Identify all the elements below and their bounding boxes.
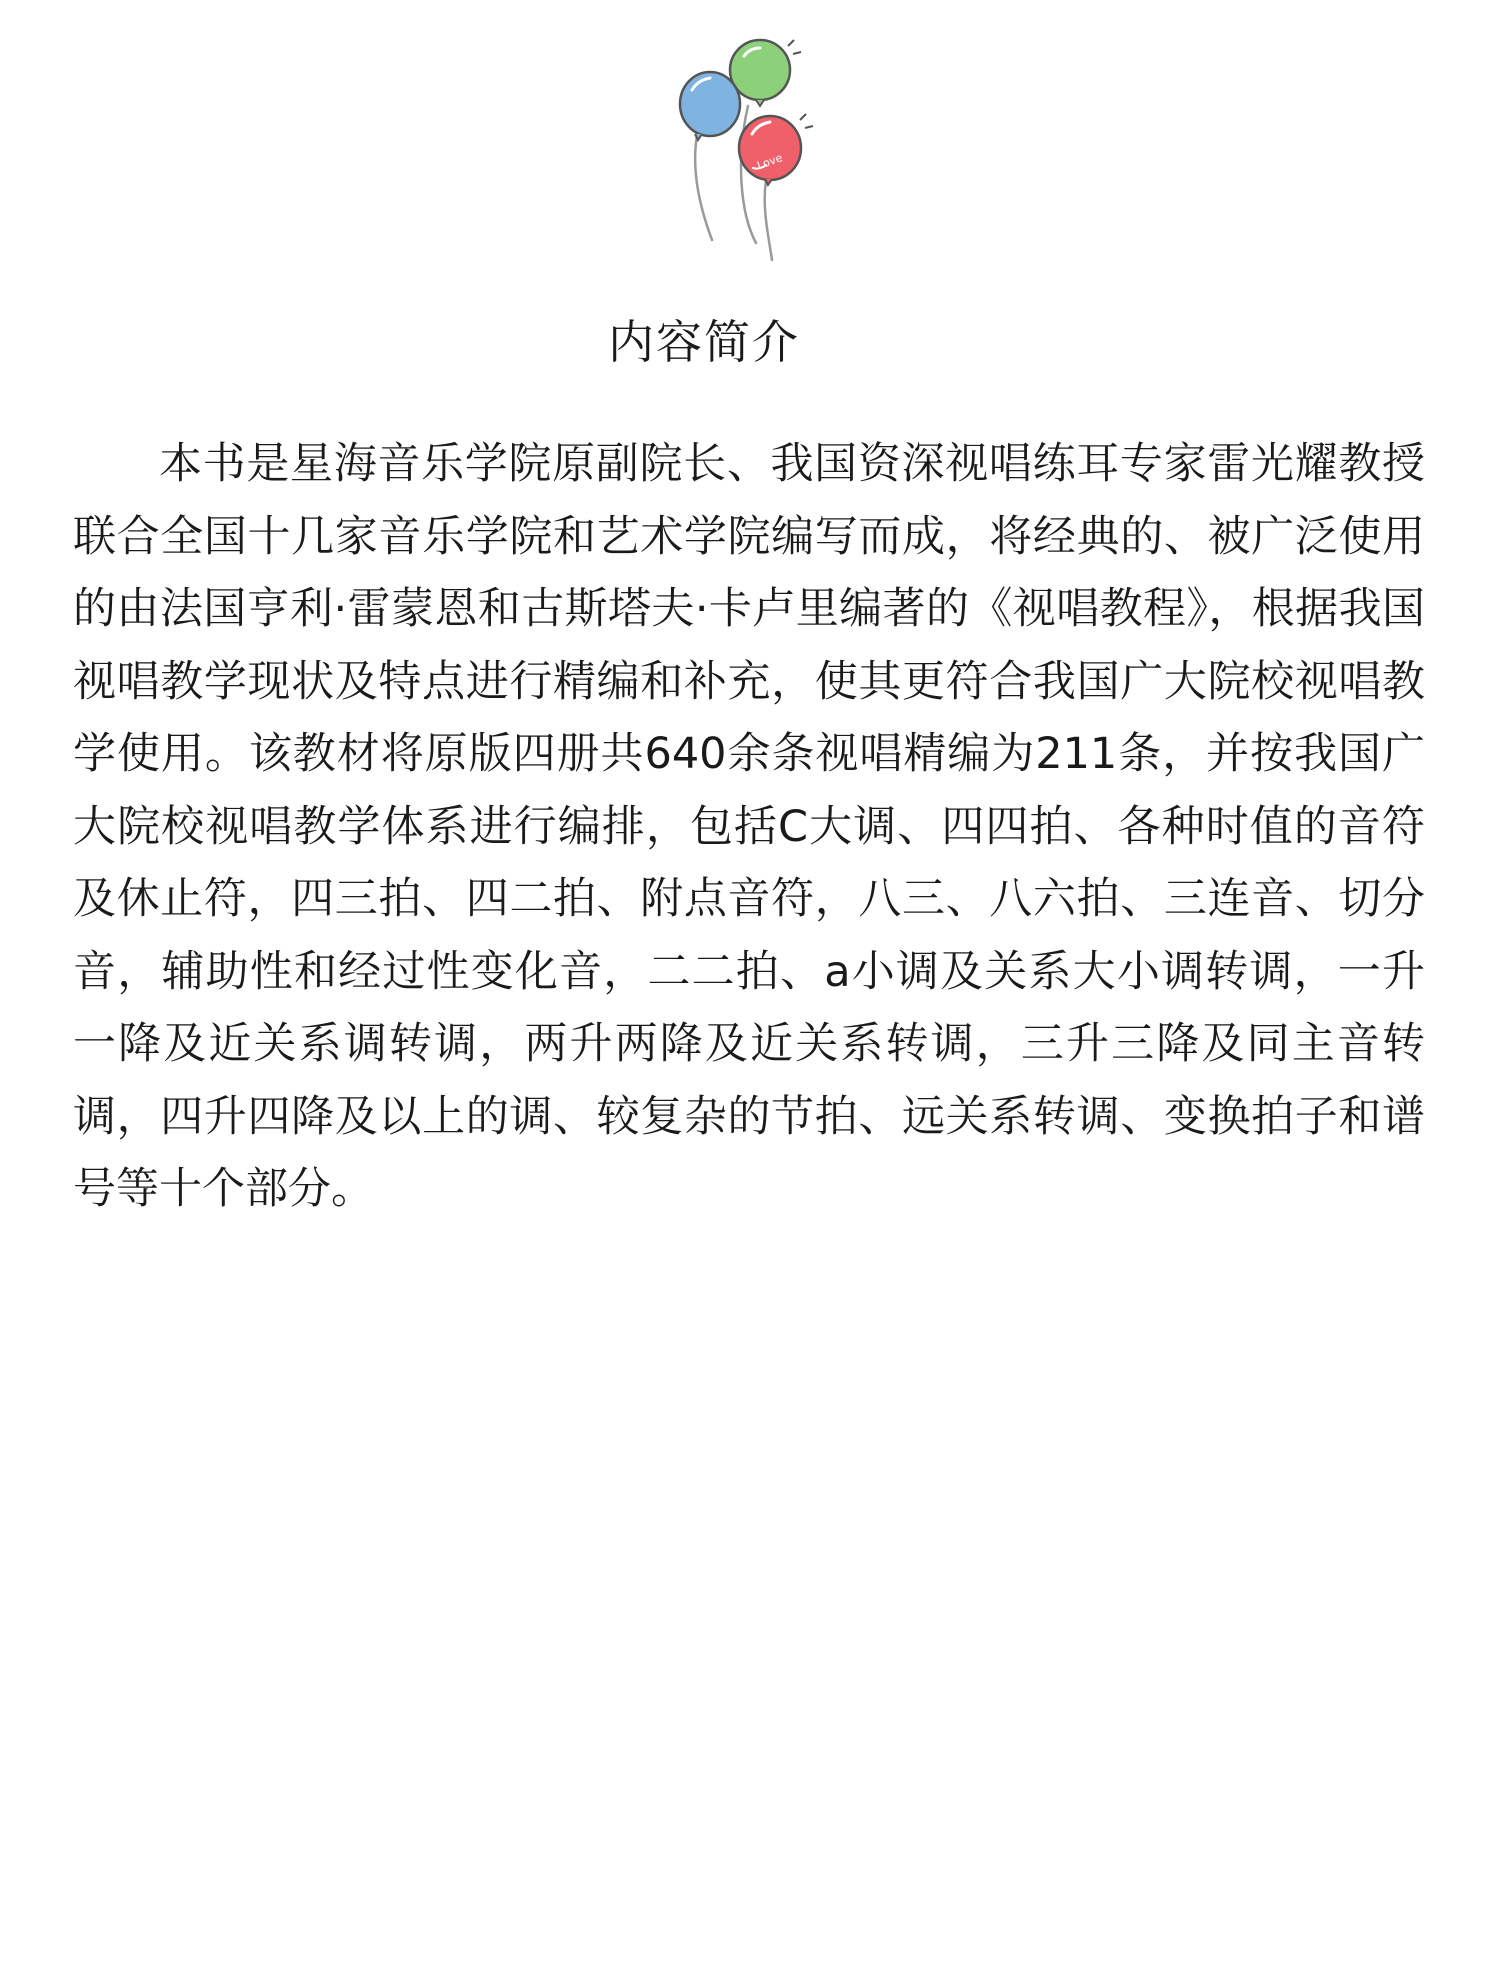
page-title: 内容简介 [608,315,800,369]
balloons-icon [670,28,830,268]
body-paragraph: 本书是星海音乐学院原副院长、我国资深视唱练耳专家雷光耀教授联合全国十几家音乐学院和艺术学院编写而成，将经典的、被广泛使用的由法国亨利·雷蒙恩和古斯塔夫·卡卢里编著的《视唱教程》，根据我国视唱教学现状及特点进行精编和补充，使其更符合我国广大院校视唱教学使用。该教材将原版四册共640余条视唱精编为211条，并按我国广大院校视唱教学体系进行编排，包括C大调、四四拍、各种时值的音符及休止符，四三拍、四二拍、附点音符，八三、八六拍、三连音、切分音，辅助性和经过性变化音，二二拍、a小调及关系大小调转调，一升一降及近关系调转调，两升两降及近关系转调，三升三降及同主音转调，四升四降及以上的调、较复杂的节拍、远关系转调、变换拍子和谱号等十个部分。 [73,439,1425,1214]
balloon-label: Love [755,151,785,173]
